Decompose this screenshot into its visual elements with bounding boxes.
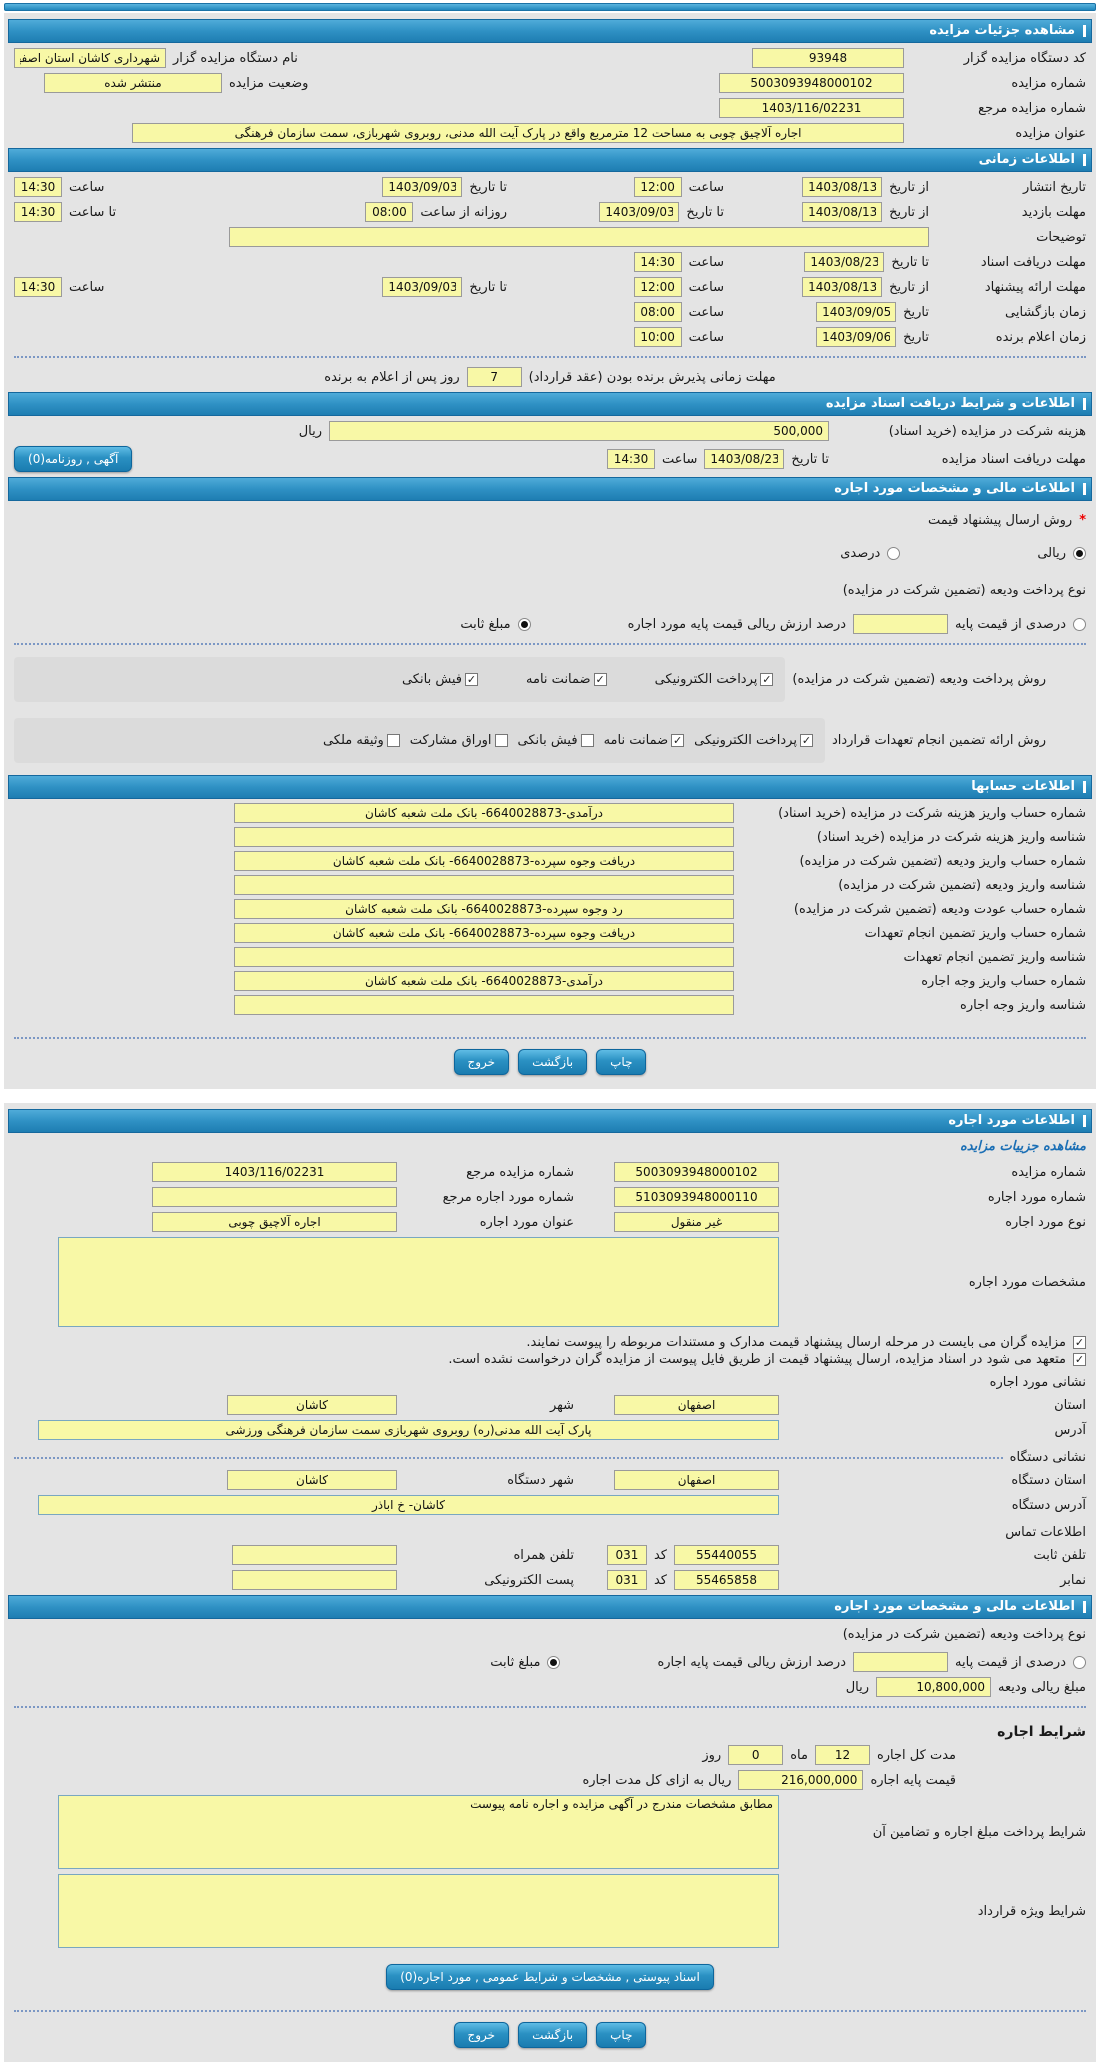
contract-guarantee-method-group: ✓ پرداخت الکترونیکی ✓ ضمانت نامه فیش بانکی اوراق مشارکت وثیقه ملکی <box>14 718 825 763</box>
percent-radio[interactable] <box>887 547 900 560</box>
auction-no-input[interactable] <box>614 1162 779 1182</box>
percent-radio-label: درصدی <box>840 546 881 561</box>
guar-property-checkbox[interactable] <box>387 734 400 747</box>
org-city-label: شهر دستگاه <box>507 1472 574 1488</box>
docs-deadline-label: مهلت دریافت اسناد <box>980 254 1086 270</box>
offer-label: مهلت ارائه پیشنهاد <box>984 279 1086 295</box>
org-province-label: استان دستگاه <box>1011 1472 1086 1488</box>
attach-docs-checkbox[interactable] <box>1073 1336 1086 1349</box>
phone-code-label: کد <box>653 1547 667 1563</box>
section-header-docs-terms <box>8 392 1092 416</box>
org-address-input[interactable] <box>38 1495 779 1515</box>
account-row-input[interactable] <box>234 875 734 895</box>
phone-input[interactable] <box>674 1545 779 1565</box>
deposit-amount-unit: ریال <box>845 1679 870 1695</box>
pay-terms-textarea[interactable] <box>58 1795 779 1869</box>
guar-epay-checkbox[interactable] <box>800 734 813 747</box>
opening-label: زمان بازگشایی <box>1005 304 1086 320</box>
percent-of-base-label: درصدی از قیمت پایه <box>955 616 1066 632</box>
visit-to-date-input[interactable] <box>599 202 679 222</box>
publish-date-row: تاریخ انتشار از تاریخ 1403/08/13 ساعت 12:00 تا تاریخ 1403/09/03 ساعت 14:30 <box>14 177 1086 197</box>
section-header-financial-b <box>8 1595 1092 1619</box>
address-input[interactable] <box>38 1420 779 1440</box>
org-address-head: نشانی دستگاه <box>1009 1450 1086 1465</box>
item-specs-textarea[interactable] <box>58 1237 779 1327</box>
fee-unit: ریال <box>298 423 322 439</box>
guar-letter-checkbox[interactable] <box>671 734 684 747</box>
org-address-label: آدرس دستگاه <box>1011 1497 1086 1513</box>
base-price-label: قیمت پایه اجاره <box>870 1772 956 1788</box>
back-button[interactable]: بازگشت <box>518 1049 587 1075</box>
separator <box>14 1706 1086 1708</box>
rent-item-panel <box>4 1103 1096 2062</box>
email-label: پست الکترونیکی <box>484 1572 574 1588</box>
separator <box>14 1457 1003 1459</box>
account-row-label: شماره حساب واریز تضمین انجام تعهدات <box>864 925 1086 941</box>
account-row-input[interactable] <box>234 899 734 919</box>
item-specs-label: مشخصات مورد اجاره <box>968 1274 1086 1290</box>
percent-of-base-suffix-b: درصد ارزش ریالی قیمت پایه اجاره <box>657 1654 847 1670</box>
offer-to-date-input[interactable] <box>382 277 462 297</box>
docs-deadline-row: مهلت دریافت اسناد تا تاریخ 1403/08/23 ساعت 14:30 <box>14 252 1086 272</box>
base-price-input[interactable] <box>738 1770 863 1790</box>
contract-guarantee-method-label: روش ارائه تضمین انجام تعهدات قرارداد <box>831 733 1046 748</box>
auction-number-label: شماره مزایده <box>1011 75 1086 91</box>
account-row-input[interactable] <box>234 995 734 1015</box>
epay-checkbox[interactable] <box>760 673 773 686</box>
separator <box>14 643 1086 645</box>
fax-code-label: کد <box>653 1572 667 1588</box>
org-name-label: نام دستگاه مزایده گزار <box>173 50 298 66</box>
fixed-amount-label-b: مبلغ ثابت <box>490 1654 541 1670</box>
offer-from-date-input[interactable] <box>802 277 882 297</box>
section-header-auction-details <box>8 19 1092 43</box>
auction-ref-input[interactable] <box>719 98 904 118</box>
section-title: اطلاعات مورد اجاره <box>948 1113 1075 1128</box>
address-label: آدرس <box>1054 1422 1086 1438</box>
publish-from-time-input[interactable] <box>634 177 682 197</box>
province-input[interactable] <box>614 1395 779 1415</box>
email-input[interactable] <box>232 1570 397 1590</box>
fixed-amount-radio[interactable] <box>518 618 531 631</box>
item-type-input[interactable] <box>614 1212 779 1232</box>
exit-button-bottom[interactable]: خروج <box>454 2022 510 2048</box>
opening-date-input[interactable] <box>816 302 896 322</box>
item-address-head: نشانی مورد اجاره <box>989 1375 1086 1390</box>
fax-label: نمابر <box>1060 1572 1086 1588</box>
attach-docs-note: مزایده گران می بایست در مرحله ارسال پیشنهاد قیمت مدارک و مستندات مربوطه را پیوست نمایند. <box>526 1335 1066 1350</box>
contact-info-head: اطلاعات تماس <box>1005 1525 1086 1540</box>
opening-time-input[interactable] <box>634 302 682 322</box>
offer-to-time-input[interactable] <box>14 277 62 297</box>
item-ref-no-input[interactable] <box>152 1187 397 1207</box>
deposit-amount-label: مبلغ ریالی ودیعه <box>998 1679 1086 1695</box>
acceptance-suffix: روز پس از اعلام به برنده <box>324 369 460 385</box>
visit-daily-from-time-input[interactable] <box>365 202 413 222</box>
percent-of-base-input-b[interactable] <box>853 1652 948 1672</box>
auction-ref-no-input[interactable] <box>152 1162 397 1182</box>
acceptance-label: مهلت زمانی پذیرش برنده بودن (عقد قرارداد) <box>528 369 776 385</box>
fax-code-input[interactable] <box>607 1570 647 1590</box>
separator <box>14 1037 1086 1039</box>
auction-title-input[interactable] <box>132 123 904 143</box>
back-button-bottom[interactable]: بازگشت <box>518 2022 587 2048</box>
section-title: مشاهده جزئیات مزایده <box>929 23 1075 38</box>
exit-button[interactable]: خروج <box>454 1049 510 1075</box>
account-row-label: شماره حساب واریز هزینه شرکت در مزایده (خرید اسناد) <box>778 805 1086 821</box>
fee-label: هزینه شرکت در مزایده (خرید اسناد) <box>888 423 1086 439</box>
send-method-label: روش ارسال پیشنهاد قیمت <box>927 513 1073 528</box>
special-terms-textarea[interactable] <box>58 1874 779 1948</box>
publish-label: تاریخ انتشار <box>1023 179 1086 195</box>
auction-code-input[interactable] <box>752 48 904 68</box>
auction-status-input[interactable] <box>44 73 222 93</box>
account-row-input[interactable] <box>234 803 734 823</box>
rial-radio[interactable] <box>1073 547 1086 560</box>
auction-status-label: وضعیت مزایده <box>229 75 309 91</box>
account-row-label: شناسه واریز هزینه شرکت در مزایده (خرید اسناد) <box>816 829 1086 845</box>
winner-time-input[interactable] <box>634 327 682 347</box>
section-header-financial-a <box>8 477 1092 501</box>
account-row-label: شناسه واریز وجه اجاره <box>960 997 1086 1013</box>
fee-input[interactable] <box>329 421 829 441</box>
item-no-input[interactable] <box>614 1187 779 1207</box>
account-row-input[interactable] <box>234 971 734 991</box>
duration-label: مدت کل اجاره <box>876 1747 956 1763</box>
docs-receive-time-input[interactable] <box>607 449 655 469</box>
guar-bonds-checkbox[interactable] <box>495 734 508 747</box>
account-row-input[interactable] <box>234 827 734 847</box>
visit-from-date-input[interactable] <box>802 202 882 222</box>
phone-label: تلفن ثابت <box>1033 1547 1086 1563</box>
org-name-input[interactable] <box>14 48 166 68</box>
org-city-input[interactable] <box>227 1470 397 1490</box>
mobile-input[interactable] <box>232 1545 397 1565</box>
days-unit: روز <box>702 1747 722 1763</box>
auction-number-input[interactable] <box>719 73 904 93</box>
docs-deadline-date-input[interactable] <box>804 252 884 272</box>
winner-label: زمان اعلام برنده <box>995 329 1086 345</box>
print-button-bottom[interactable]: چاپ <box>596 2022 646 2048</box>
visit-label: مهلت بازدید <box>1021 204 1086 220</box>
auction-no-label: شماره مزایده <box>1011 1164 1086 1180</box>
account-row-input[interactable] <box>234 923 734 943</box>
section-title: اطلاعات زمانی <box>978 152 1075 167</box>
visit-daily-to-time-input[interactable] <box>14 202 62 222</box>
opening-time-row: زمان بازگشایی تاریخ 1403/09/05 ساعت 08:00 <box>14 302 1086 322</box>
no-file-request-note: متعهد می شود در اسناد مزایده، ارسال پیشنهاد قیمت از طریق فایل پیوست از مزایده گران درخواست نشده است. <box>448 1352 1066 1367</box>
publish-to-time-input[interactable] <box>14 177 62 197</box>
account-row-label: شناسه واریز ودیعه (تضمین شرکت در مزایده) <box>838 877 1086 893</box>
rial-radio-label: ریالی <box>1037 546 1066 561</box>
no-file-request-checkbox[interactable] <box>1073 1353 1086 1366</box>
section-title: اطلاعات حسابها <box>971 779 1075 794</box>
section-title: اطلاعات مالی و مشخصات مورد اجاره <box>834 1599 1075 1614</box>
docs-deadline-time-input[interactable] <box>634 252 682 272</box>
auction-title-label: عنوان مزایده <box>1015 125 1086 141</box>
section-header-accounts <box>8 775 1092 799</box>
separator <box>14 2010 1086 2012</box>
docs-receive-date-input[interactable] <box>704 449 784 469</box>
account-row-label: شماره حساب واریز وجه اجاره <box>921 973 1086 989</box>
deposit-pay-method-group: ✓ پرداخت الکترونیکی ✓ ضمانت نامه ✓ فیش بانکی <box>14 657 785 702</box>
auction-details-panel: مشاهده جزئیات مزایده کد دستگاه مزایده گزار 93948 نام دستگاه مزایده گزار شهرداری کاشان استان اصفهان شماره مزایده 5003093948000102 وضعیت مزایده منتشر شده شماره مزایده مرجع 1403/116/02231 عنوان مزایده اجاره آلاچیق چوبی به مساحت 12 مترمربع واقع در پارک آیت الله مدنی، روبروی شهربازی، سمت سازمان فرهنگی اطلاعات زمانی تاریخ انتشار از تاریخ 1403/08/13 ساعت 12:00 تا تاریخ 1403/09/03 ساعت 14:30 مهلت بازدید از تاریخ 1403/08/13 تا تاریخ 1403/09/03 روزانه از ساعت 08:00 تا ساعت 14:30 توضیحات مهلت دریافت اسناد تا تاریخ 1403/08/23 ساعت 14:30 مهلت ارائه پیشنهاد از تاریخ 1403/08/13 ساعت 12:00 تا تاریخ 1403/09/03 ساعت 14:30 زمان بازگشایی تاریخ 1403/09/05 ساعت 08:00 زمان اعلام برنده تاریخ 1403/09/06 ساعت 10:00 مهلت زمانی پذیرش برنده بودن (عقد قرارداد) 7 روز پس از اعلام به برنده اطلاعات و شرایط دریافت اسناد مزایده هزینه شرکت در مزایده (خرید اسناد) 500,000 ریال مهلت دریافت اسناد مزایده تا تاریخ 1403/08/23 ساعت 14:30 آگهی , روزنامه(0) اطلاعات مالی و مشخصات مورد اجاره * روش ارسال پیشنهاد قیمت ریالی درصدی نوع پرداخت ودیعه (تضمین شرکت در مزایده) درصدی از قیمت پایه درصد ارزش ریالی قیمت پایه مورد اجاره مبلغ ثابت روش پرداخت ودیعه (تضمین شرکت در مزایده) ✓ پرداخت الکترونیکی ✓ ضمانت نامه ✓ فیش بانکی روش ارائه تضمین انجام تعهدات قرارداد ✓ پرداخت الکترونیکی ✓ ضمانت نامه فیش بانکی اوراق مشارکت وثیقه ملکی اطلاعات حسابها شماره حساب واریز هزینه شرکت در مزایده (خرید اسناد) درآمدی-6640028873- بانک ملت شعبه کاشان شناسه واریز هزینه شرکت در مزایده (خرید اسناد) شماره حساب واریز ودیعه (تضمین شرکت در مزایده) دریافت وجوه سپرده-6640028873- بانک ملت شعبه کاشان شناسه واریز ودیعه (تضمین شرکت در مزایده) شماره حساب عودت ودیعه (تضمین شرکت در مزایده) رد وجوه سپرده-6640028873- بانک ملت شعبه کاشان شماره حساب واریز تضمین انجام تعهدات دریافت وجوه سپرده-6640028873- بانک ملت شعبه کاشان شناسه واریز تضمین انجام تعهدات شماره حساب واریز وجه اجاره درآمدی-6640028873- بانک ملت شعبه کاشان شناسه واریز وجه اجاره چاپ بازگشت خروج <box>4 13 1096 1089</box>
publish-from-date-input[interactable] <box>802 177 882 197</box>
view-auction-details-link[interactable]: مشاهده جزییات مزایده <box>959 1139 1086 1154</box>
section-header-time-info <box>8 148 1092 172</box>
percent-of-base-radio-b[interactable] <box>1073 1656 1086 1669</box>
account-row-input[interactable] <box>234 851 734 871</box>
top-strip <box>4 3 1096 11</box>
account-row-label: شناسه واریز تضمین انجام تعهدات <box>903 949 1086 965</box>
acceptance-days-input[interactable] <box>467 367 522 387</box>
section-title: اطلاعات مالی و مشخصات مورد اجاره <box>834 481 1075 496</box>
deposit-pay-method-label: روش پرداخت ودیعه (تضمین شرکت در مزایده) <box>792 672 1046 687</box>
province-label: استان <box>1054 1397 1086 1413</box>
winner-announce-row: زمان اعلام برنده تاریخ 1403/09/06 ساعت 10:00 <box>14 327 1086 347</box>
guar-bank-slip-checkbox[interactable] <box>581 734 594 747</box>
percent-of-base-radio[interactable] <box>1073 618 1086 631</box>
visit-deadline-row: مهلت بازدید از تاریخ 1403/08/13 تا تاریخ 1403/09/03 روزانه از ساعت 08:00 تا ساعت 14:30 <box>14 202 1086 222</box>
percent-of-base-label-b: درصدی از قیمت پایه <box>955 1654 1066 1670</box>
section-header-rent-item <box>8 1109 1092 1133</box>
required-star: * <box>1079 513 1086 528</box>
notes-input[interactable] <box>229 227 929 247</box>
deposit-type-label: نوع پرداخت ودیعه (تضمین شرکت در مزایده) <box>842 583 1086 598</box>
item-type-label: نوع مورد اجاره <box>1005 1214 1086 1230</box>
panel-gap <box>0 1089 1100 1103</box>
fax-input[interactable] <box>674 1570 779 1590</box>
account-row-label: شماره حساب واریز ودیعه (تضمین شرکت در مزایده) <box>799 853 1086 869</box>
auction-ref-no-label: شماره مزایده مرجع <box>466 1164 574 1180</box>
section-title: اطلاعات و شرایط دریافت اسناد مزایده <box>825 396 1075 411</box>
duration-months-input[interactable] <box>815 1745 870 1765</box>
fixed-amount-label: مبلغ ثابت <box>460 616 511 632</box>
mobile-label: تلفن همراه <box>513 1547 574 1563</box>
item-no-label: شماره مورد اجاره <box>987 1189 1086 1205</box>
ads-newspaper-button[interactable]: آگهی , روزنامه(0) <box>14 446 132 472</box>
auction-code-label: کد دستگاه مزایده گزار <box>963 50 1086 66</box>
guarantee-letter-checkbox[interactable] <box>594 673 607 686</box>
publish-to-date-input[interactable] <box>382 177 462 197</box>
deposit-type-label-b: نوع پرداخت ودیعه (تضمین شرکت در مزایده) <box>842 1627 1086 1642</box>
fixed-amount-radio-b[interactable] <box>547 1656 560 1669</box>
org-province-input[interactable] <box>614 1470 779 1490</box>
deposit-amount-input[interactable] <box>876 1677 991 1697</box>
account-row-input[interactable] <box>234 947 734 967</box>
base-price-unit: ریال به ازای کل مدت اجاره <box>582 1772 732 1788</box>
months-unit: ماه <box>790 1747 808 1763</box>
separator <box>14 356 1086 358</box>
offer-from-time-input[interactable] <box>634 277 682 297</box>
notes-label: توضیحات <box>1036 229 1086 245</box>
duration-days-input[interactable] <box>728 1745 783 1765</box>
offer-deadline-row: مهلت ارائه پیشنهاد از تاریخ 1403/08/13 ساعت 12:00 تا تاریخ 1403/09/03 ساعت 14:30 <box>14 277 1086 297</box>
account-row-label: شماره حساب عودت ودیعه (تضمین شرکت در مزایده) <box>793 901 1086 917</box>
item-title-label: عنوان مورد اجاره <box>479 1214 574 1230</box>
attachments-button[interactable]: اسناد پیوستی , مشخصات و شرایط عمومی , مورد اجاره(0) <box>386 1964 714 1990</box>
item-ref-no-label: شماره مورد اجاره مرجع <box>442 1189 574 1205</box>
bank-slip-checkbox[interactable] <box>465 673 478 686</box>
auction-ref-label: شماره مزایده مرجع <box>978 100 1086 116</box>
phone-code-input[interactable] <box>607 1545 647 1565</box>
special-terms-label: شرایط ویژه قرارداد <box>977 1903 1086 1919</box>
city-input[interactable] <box>227 1395 397 1415</box>
docs-receive-deadline-label: مهلت دریافت اسناد مزایده <box>941 451 1086 467</box>
rent-terms-head: شرایط اجاره <box>997 1724 1086 1740</box>
item-title-input[interactable] <box>152 1212 397 1232</box>
winner-date-input[interactable] <box>816 327 896 347</box>
print-button[interactable]: چاپ <box>596 1049 646 1075</box>
pay-terms-label: شرایط پرداخت مبلغ اجاره و تضامین آن <box>872 1824 1086 1840</box>
percent-of-base-input[interactable] <box>853 614 948 634</box>
city-label: شهر <box>549 1397 574 1413</box>
percent-of-base-suffix: درصد ارزش ریالی قیمت پایه مورد اجاره <box>627 616 847 632</box>
